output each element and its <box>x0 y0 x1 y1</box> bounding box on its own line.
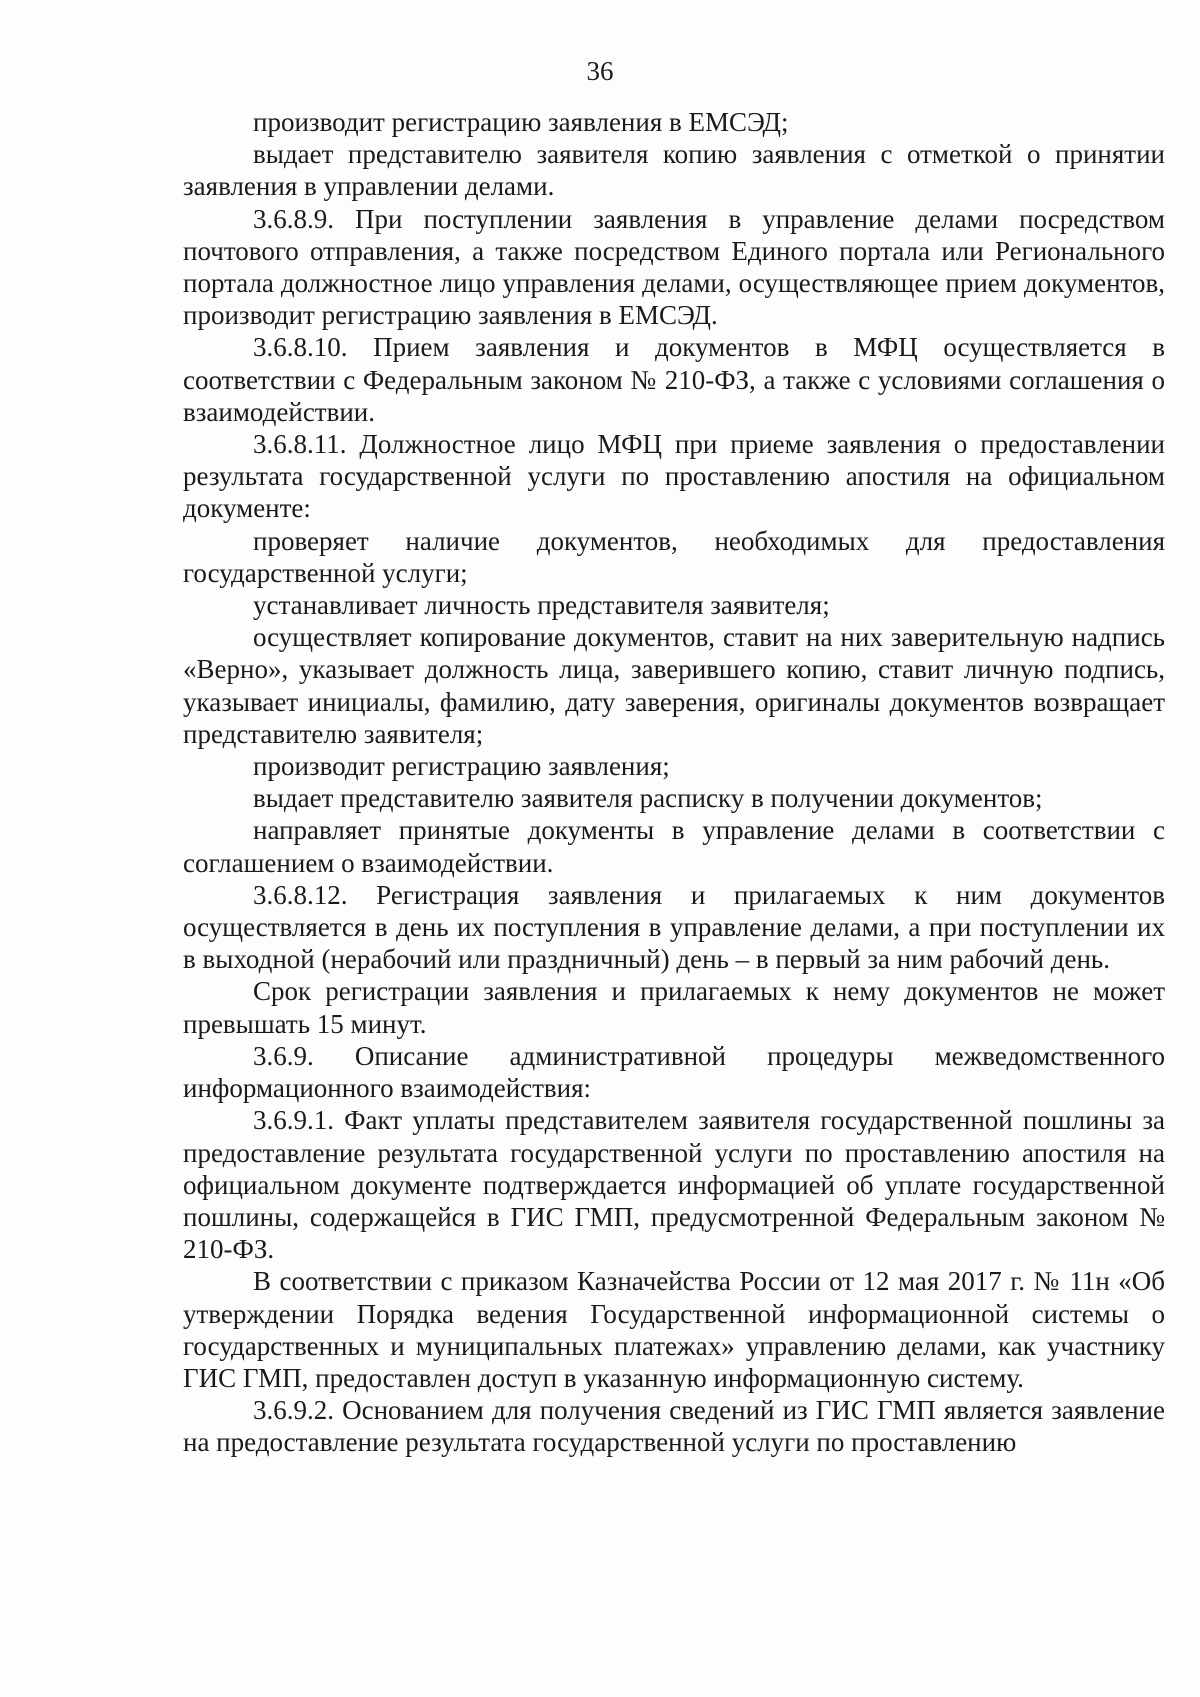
paragraph: производит регистрацию заявления в ЕМСЭД; <box>253 107 789 137</box>
paragraph: проверяет наличие документов, необходимых для предоставления государственной услуги; <box>183 525 1165 588</box>
paragraph: 3.6.9.1. Факт уплаты представителем заявителя государственной пошлины за предоставление результата государственной услуги по проставлению апостиля на официальном документе подтверждается информацией об уплате государственной пошлины, содержащейся в ГИС ГМП, предусмотренной Федеральным законом № 210-ФЗ. <box>183 1105 1165 1265</box>
paragraph: производит регистрацию заявления; <box>253 751 670 782</box>
paragraph: выдает представителю заявителя копию заявления с отметкой о принятии заявления в управлении делами. <box>183 139 1165 202</box>
paragraph: 3.6.8.11. Должностное лицо МФЦ при приеме заявления о предоставлении результата государственной услуги по проставлению апостиля на официальном документе: <box>183 429 1165 524</box>
paragraph: устанавливает личность представителя заявителя; <box>253 590 830 621</box>
paragraph: 3.6.8.9. При поступлении заявления в управление делами посредством почтового отправления, а также посредством Единого портала или Регионального портала должностное лицо управления делами, осуществляющее прием документов, производит регистрацию заявления в ЕМСЭД. <box>183 203 1165 331</box>
paragraph: выдает представителю заявителя расписку в получении документов; <box>253 783 1043 814</box>
paragraph: 3.6.9.2. Основанием для получения сведений из ГИС ГМП является заявление на предоставление результата государственной услуги по проставлению <box>183 1395 1165 1458</box>
paragraph: направляет принятые документы в управление делами в соответствии с соглашением о взаимодействии. <box>183 815 1165 878</box>
paragraph: 3.6.9. Описание административной процедуры межведомственного информационного взаимодействия: <box>183 1040 1165 1104</box>
page-number: 36 <box>586 56 614 86</box>
paragraph: В соответствии с приказом Казначейства России от 12 мая 2017 г. № 11н «Об утверждении Порядка ведения Государственной информационной системы о государственных и муниципальных платежах» управлению делами, как участнику ГИС ГМП, предоставлен доступ в указанную информационную систему. <box>183 1266 1165 1393</box>
paragraph: 3.6.8.10. Прием заявления и документов в МФЦ осуществляется в соответствии с Федеральным законом № 210-ФЗ, а также с условиями соглашения о взаимодействии. <box>183 332 1165 427</box>
document-body <box>183 106 1165 1459</box>
paragraph: осуществляет копирование документов, ставит на них заверительную надпись «Верно», указывает должность лица, заверившего копию, ставит личную подпись, указывает инициалы, фамилию, дату заверения, оригиналы документов возвращает представителю заявителя; <box>183 622 1165 749</box>
paragraph: Срок регистрации заявления и прилагаемых к нему документов не может превышать 15 минут. <box>183 976 1165 1039</box>
paragraph: 3.6.8.12. Регистрация заявления и прилагаемых к ним документов осуществляется в день их поступления в управление делами, а при поступлении их в выходной (нерабочий или праздничный) день – в первый за ним рабочий день. <box>183 879 1165 975</box>
